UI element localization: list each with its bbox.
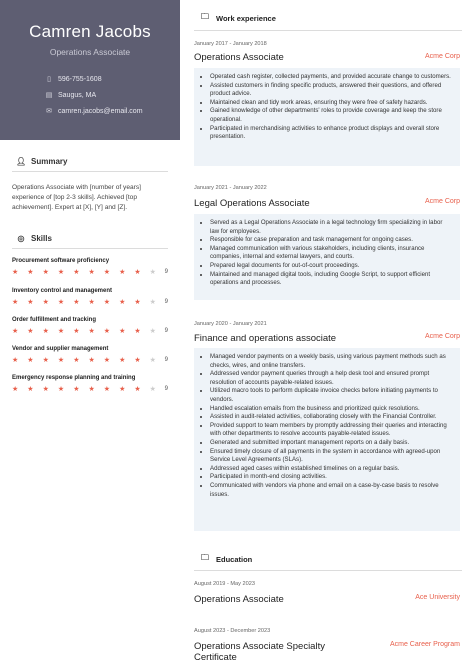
profile-title: Operations Associate xyxy=(49,47,131,57)
education-school[interactable]: Ace University xyxy=(415,594,460,601)
job-bullets xyxy=(194,348,460,531)
skill-rating xyxy=(12,268,172,278)
skill-score: 9 xyxy=(164,328,168,334)
star-icon: ★ xyxy=(134,299,141,306)
job-bullet: • Participated in merchandising activities to enhance product displays and overall store presentation. xyxy=(210,125,452,142)
star-icon: ★ xyxy=(88,269,95,276)
star-icon: ★ xyxy=(73,269,80,276)
star-icon: ★ xyxy=(12,299,19,306)
skills-icon: ◎ xyxy=(17,233,25,243)
experience-heading xyxy=(200,12,276,24)
email-text[interactable]: camren.jacobs@email.com xyxy=(58,107,143,115)
contact-location xyxy=(44,89,96,101)
summary-divider xyxy=(12,171,168,172)
contact-email xyxy=(44,105,143,117)
skill-item xyxy=(12,317,172,337)
skill-score: 9 xyxy=(164,386,168,392)
star-icon: ★ xyxy=(103,299,111,306)
summary-heading xyxy=(16,155,67,167)
job-dates: January 2021 - January 2022 xyxy=(194,185,267,191)
star-icon: ★ xyxy=(42,328,49,335)
star-icon: ★ xyxy=(42,357,49,364)
star-icon: ★ xyxy=(57,269,65,276)
job-bullet: • Utilized macro tools to perform duplicate invoice checks before initiating payments to vendors. xyxy=(210,387,452,404)
star-icon: ★ xyxy=(149,299,156,306)
skill-name: Inventory control and management xyxy=(12,288,113,294)
star-icon: ★ xyxy=(119,269,126,276)
skill-rating xyxy=(12,298,172,308)
star-icon: ★ xyxy=(42,269,49,276)
job-bullet: • Managed vendor payments on a weekly basis, using various payment methods such as checks, wires, and online transfers. xyxy=(210,353,452,370)
skill-rating xyxy=(12,356,172,366)
education-heading-label: Education xyxy=(216,554,253,564)
skill-rating xyxy=(12,327,172,337)
skill-score: 9 xyxy=(164,357,168,363)
star-icon: ★ xyxy=(57,357,65,364)
job-bullet: • Participated in month-end closing activities. xyxy=(210,473,452,482)
job-bullet: • Assisted in audit-related activities, collaborating closely with the Financial Controller. xyxy=(210,413,452,422)
star-icon: ★ xyxy=(103,386,111,393)
star-icon: ★ xyxy=(119,386,126,393)
skill-name: Emergency response planning and training xyxy=(12,375,136,381)
experience-heading-label: Work experience xyxy=(216,13,276,23)
left-column xyxy=(0,0,180,668)
education-divider xyxy=(194,570,462,571)
star-icon: ★ xyxy=(42,299,49,306)
skill-rating xyxy=(12,385,172,395)
skill-score: 9 xyxy=(164,299,168,305)
profile-header xyxy=(0,0,180,140)
star-icon: ★ xyxy=(27,386,34,393)
summary-heading-label: Summary xyxy=(31,156,68,166)
job-company[interactable]: Acme Corp xyxy=(424,198,460,205)
job-bullet: • Addressed vendor payment queries through a help desk tool and ensured prompt resolution of accounts payable-related issues. xyxy=(210,370,452,387)
skills-heading xyxy=(16,232,52,244)
job-bullet: • Gained knowledge of other departments' roles to provide coverage and keep the store operational. xyxy=(210,107,452,124)
star-icon: ★ xyxy=(12,328,19,335)
email-icon: ✉ xyxy=(46,108,52,115)
job-bullet: • Assisted customers in finding specific products, answered their questions, and offered product advice. xyxy=(210,82,452,99)
star-icon: ★ xyxy=(88,357,95,364)
star-icon: ★ xyxy=(134,328,141,335)
job-bullet: • Maintained and managed digital tools, including Google Script, to support efficient operations and processes. xyxy=(210,271,452,288)
job-bullet: • Responsible for case preparation and task management for ongoing cases. xyxy=(210,236,452,245)
star-icon: ★ xyxy=(103,357,111,364)
star-icon: ★ xyxy=(134,269,141,276)
education-title: Operations Associate xyxy=(194,594,284,605)
job-title: Legal Operations Associate xyxy=(194,198,310,209)
star-icon: ★ xyxy=(134,386,141,393)
job-bullet: • Maintained clean and tidy work areas, ensuring they were free of safety hazards. xyxy=(210,99,452,108)
star-icon: ★ xyxy=(134,357,141,364)
job-title: Operations Associate xyxy=(194,52,284,63)
star-icon: ★ xyxy=(73,357,80,364)
star-icon: ★ xyxy=(119,328,126,335)
star-icon: ★ xyxy=(12,357,19,364)
star-icon: ★ xyxy=(57,386,65,393)
job-bullet: • Communicated with vendors via phone and email on a case-by-case basis to resolve issues. xyxy=(210,482,452,499)
phone-text: 596-755-1608 xyxy=(58,75,102,83)
star-icon: ★ xyxy=(57,328,65,335)
job-bullet: • Managed communication with various stakeholders, including clients, insurance companies, internal and external lawyers, and courts. xyxy=(210,245,452,262)
skill-item xyxy=(12,346,172,366)
star-icon: ★ xyxy=(149,269,156,276)
star-icon: ★ xyxy=(103,328,111,335)
briefcase-icon: 🗀︎ xyxy=(201,12,209,21)
job-company[interactable]: Acme Corp xyxy=(424,53,460,60)
phone-icon: ▯ xyxy=(47,76,51,83)
job-bullet: • Operated cash register, collected payments, and provided accurate change to customers. xyxy=(210,73,452,82)
star-icon: ★ xyxy=(73,299,80,306)
job-bullet: • Ensured timely closure of all payments in the system in accordance with agreed-upon Service Level Agreements (SLAs). xyxy=(210,448,452,465)
job-company[interactable]: Acme Corp xyxy=(424,333,460,340)
skill-name: Order fulfillment and tracking xyxy=(12,317,97,323)
star-icon: ★ xyxy=(73,328,80,335)
skill-item xyxy=(12,258,172,278)
profile-name: Camren Jacobs xyxy=(29,22,151,41)
star-icon: ★ xyxy=(88,328,95,335)
job-bullets xyxy=(194,214,460,300)
star-icon: ★ xyxy=(103,269,111,276)
job-bullet: • Prepared legal documents for out-of-court proceedings. xyxy=(210,262,452,271)
star-icon: ★ xyxy=(12,269,19,276)
job-bullet: • Addressed aged cases within established timelines on a regular basis. xyxy=(210,465,452,474)
skill-item xyxy=(12,375,172,395)
person-icon: 👤︎ xyxy=(16,156,27,166)
skill-item xyxy=(12,288,172,308)
star-icon: ★ xyxy=(149,386,156,393)
job-dates: January 2017 - January 2018 xyxy=(194,41,267,47)
skills-divider xyxy=(12,248,168,249)
star-icon: ★ xyxy=(88,299,95,306)
contact-phone xyxy=(44,73,102,85)
star-icon: ★ xyxy=(27,299,34,306)
summary-text: Operations Associate with [number of years] experience of [top 2-3 skills]. Achieved [top achievement]. Expert at [X], [Y] and [Z]. xyxy=(12,184,142,211)
skill-name: Vendor and supplier management xyxy=(12,346,109,352)
star-icon: ★ xyxy=(27,357,34,364)
education-school[interactable]: Acme Career Program xyxy=(389,641,460,648)
education-icon: 🗀︎ xyxy=(201,553,209,562)
job-dates: January 2020 - January 2021 xyxy=(194,321,267,327)
job-title: Finance and operations associate xyxy=(194,333,337,344)
education-heading xyxy=(200,553,252,565)
star-icon: ★ xyxy=(57,299,65,306)
star-icon: ★ xyxy=(149,357,156,364)
job-bullet: • Served as a Legal Operations Associate in a legal technology firm specializing in labor law for employees. xyxy=(210,219,452,236)
star-icon: ★ xyxy=(149,328,156,335)
star-icon: ★ xyxy=(88,386,95,393)
star-icon: ★ xyxy=(27,328,34,335)
experience-divider xyxy=(194,30,462,31)
star-icon: ★ xyxy=(119,299,126,306)
job-bullet: • Generated and submitted important management reports on a daily basis. xyxy=(210,439,452,448)
star-icon: ★ xyxy=(73,386,80,393)
job-bullet: • Handled escalation emails from the business and prioritized quick resolutions. xyxy=(210,405,452,414)
star-icon: ★ xyxy=(42,386,49,393)
skill-name: Procurement software proficiency xyxy=(12,258,110,264)
location-text: Saugus, MA xyxy=(58,91,97,99)
skill-score: 9 xyxy=(164,269,168,275)
star-icon: ★ xyxy=(27,269,34,276)
job-bullets xyxy=(194,68,460,166)
skills-heading-label: Skills xyxy=(31,233,52,243)
education-dates: August 2019 - May 2023 xyxy=(194,581,255,587)
job-bullet: • Provided support to team members by promptly addressing their queries and interacting with other departments to resolve accounts payable-related issues. xyxy=(210,422,452,439)
education-dates: August 2023 - December 2023 xyxy=(194,628,271,634)
location-icon: ▤ xyxy=(45,92,53,99)
right-column xyxy=(180,0,474,668)
star-icon: ★ xyxy=(119,357,126,364)
star-icon: ★ xyxy=(12,386,19,393)
education-title: Operations Associate Specialty Certificate xyxy=(194,641,325,663)
